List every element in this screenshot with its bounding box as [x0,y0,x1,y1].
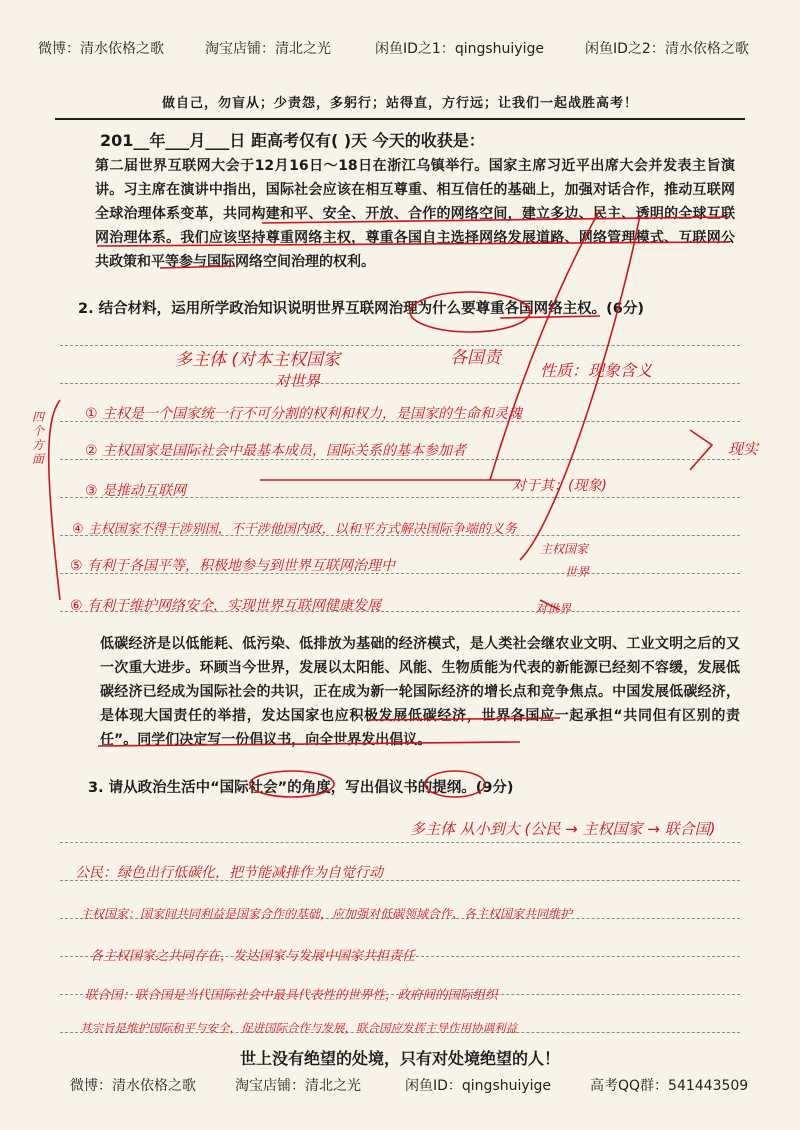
handwriting-answer: ④ 主权国家不得干涉别国，不干涉他国内政，以和平方式解决国际争端的义务 [72,522,517,537]
arrow-mark [490,210,600,480]
motto: 做自己，勿盲从；少责怨，多躬行；站得直，方行远；让我们一起战胜高考！ [161,96,638,111]
footer-xianyu: 闲鱼ID：qingshuiyige [405,1078,552,1094]
circle-mark [250,771,334,797]
underline-mark [98,742,520,746]
handwriting-answer: ② 主权国家是国际社会中最基本成员，国际关系的基本参加者 [85,443,466,459]
underline-mark [160,266,235,268]
handwriting-answer: 其宗旨是维护国际和平与安全，促进国际合作与发展，联合国应发挥主导作用协调利益 [80,1021,517,1035]
tick-mark [540,600,560,610]
handwriting-answer: 主权国家：国家间共同利益是国家合作的基础，应加强对低碳领域合作、各主权国家共同维护 [80,907,573,921]
handwriting-note: 主权国家 [540,542,589,556]
date-line: 201__年___月___日 距高考仅有( )天 今天的收获是： [100,131,485,150]
handwriting-note: 性质：现象含义 [540,361,653,380]
handwriting-note: 多主体 从小到大 (公民 → 主权国家 → 联合国) [410,820,716,838]
bracket-mark [690,430,712,470]
handwriting-note: 对于其：(现象) [512,478,607,494]
brace-mark [49,400,60,600]
underline-mark [262,217,730,223]
handwriting-answer: 联合国：联合国是当代国际社会中最具代表性的世界性，政府间的国际组织 [85,987,498,1002]
handwriting-answer: ③ 是推动互联网 [85,483,187,499]
header-weibo: 微博：清水依格之歌 [38,41,164,57]
handwriting-note: 现实 [728,440,759,458]
arrow-mark [520,215,640,560]
handwriting-margin-note: 四个方面 [32,410,45,466]
header-xianyu-1: 闲鱼ID之1：qingshuiyige [375,41,544,57]
passage-low-carbon: 低碳经济是以低能耗、低污染、低排放为基础的经济模式，是人类社会继农业文明、工业文明之后的又一次重大进步。环顾当今世界，发展以太阳能、风能、生物质能为代表的新能源已经刻不容缓，发展低碳经济已经成为国际社会的共识，正在成为新一轮国际经济的增长点和竞争焦点。中国发展低碳经济，是体现大国责任的举措，发达国家也应积极发展低碳经济，世界各国应一起承担“共同但有区别的责任”。同学们决定写一份倡议书，向全世界发出倡议。 [100,636,740,748]
circle-mark [425,771,485,797]
handwriting-note: 各国责 [450,348,501,368]
passage-internet: 第二届世界互联网大会于12月16日～18日在浙江乌镇举行。国家主席习近平出席大会并发表主旨演讲。习主席在演讲中指出，国际社会应该在相互尊重、相互信任的基础上，加强对话合作，推动互联网全球治理体系变革，共同构建和平、安全、开放、合作的网络空间，建立多边、民主、透明的全球互联网治理体系。我们应该坚持尊重网络主权，尊重各国自主选择网络发展道路、网络管理模式、互联网公共政策和平等参与国际网络空间治理的权利。 [95,158,735,270]
handwriting-answer: ⑥ 有利于维护网络安全，实现世界互联网健康发展 [70,598,381,614]
closing-slogan: 世上没有绝望的处境，只有对处境绝望的人！ [239,1049,560,1068]
handwriting-note: 对世界 [535,602,572,616]
footer-qq: 高考QQ群：541443509 [590,1078,749,1094]
footer-weibo: 微博：清水依格之歌 [70,1078,196,1094]
handwriting-answer: ⑤ 有利于各国平等，积极地参与到世界互联网治理中 [70,558,395,574]
circle-mark [410,292,530,332]
header-taobao: 淘宝店铺：清北之光 [205,41,331,57]
question-2: 2. 结合材料，运用所学政治知识说明世界互联网治理为什么要尊重各国网络主权。(6分) [78,301,644,317]
footer-taobao: 淘宝店铺：清北之光 [235,1078,361,1094]
handwriting-answer: 各主权国家之共同存在，发达国家与发展中国家共担责任 [90,949,416,964]
underline-mark [370,718,560,720]
handwriting-note: 世界 [565,565,590,579]
handwriting-answer: ① 主权是一个国家统一行不可分割的权利和权力，是国家的生命和灵魂 [85,406,522,422]
handwriting-note: 对世界 [275,372,321,390]
question-3: 3. 请从政治生活中“国际社会”的角度，写出倡议书的提纲。(9分) [88,780,514,796]
handwriting-answer: 公民：绿色出行低碳化，把节能减排作为自觉行动 [75,865,383,881]
underline-mark [500,316,600,318]
header-xianyu-2: 闲鱼ID之2：清水依格之歌 [585,41,749,57]
handwriting-note: 多主体 (对本主权国家 [175,350,341,370]
